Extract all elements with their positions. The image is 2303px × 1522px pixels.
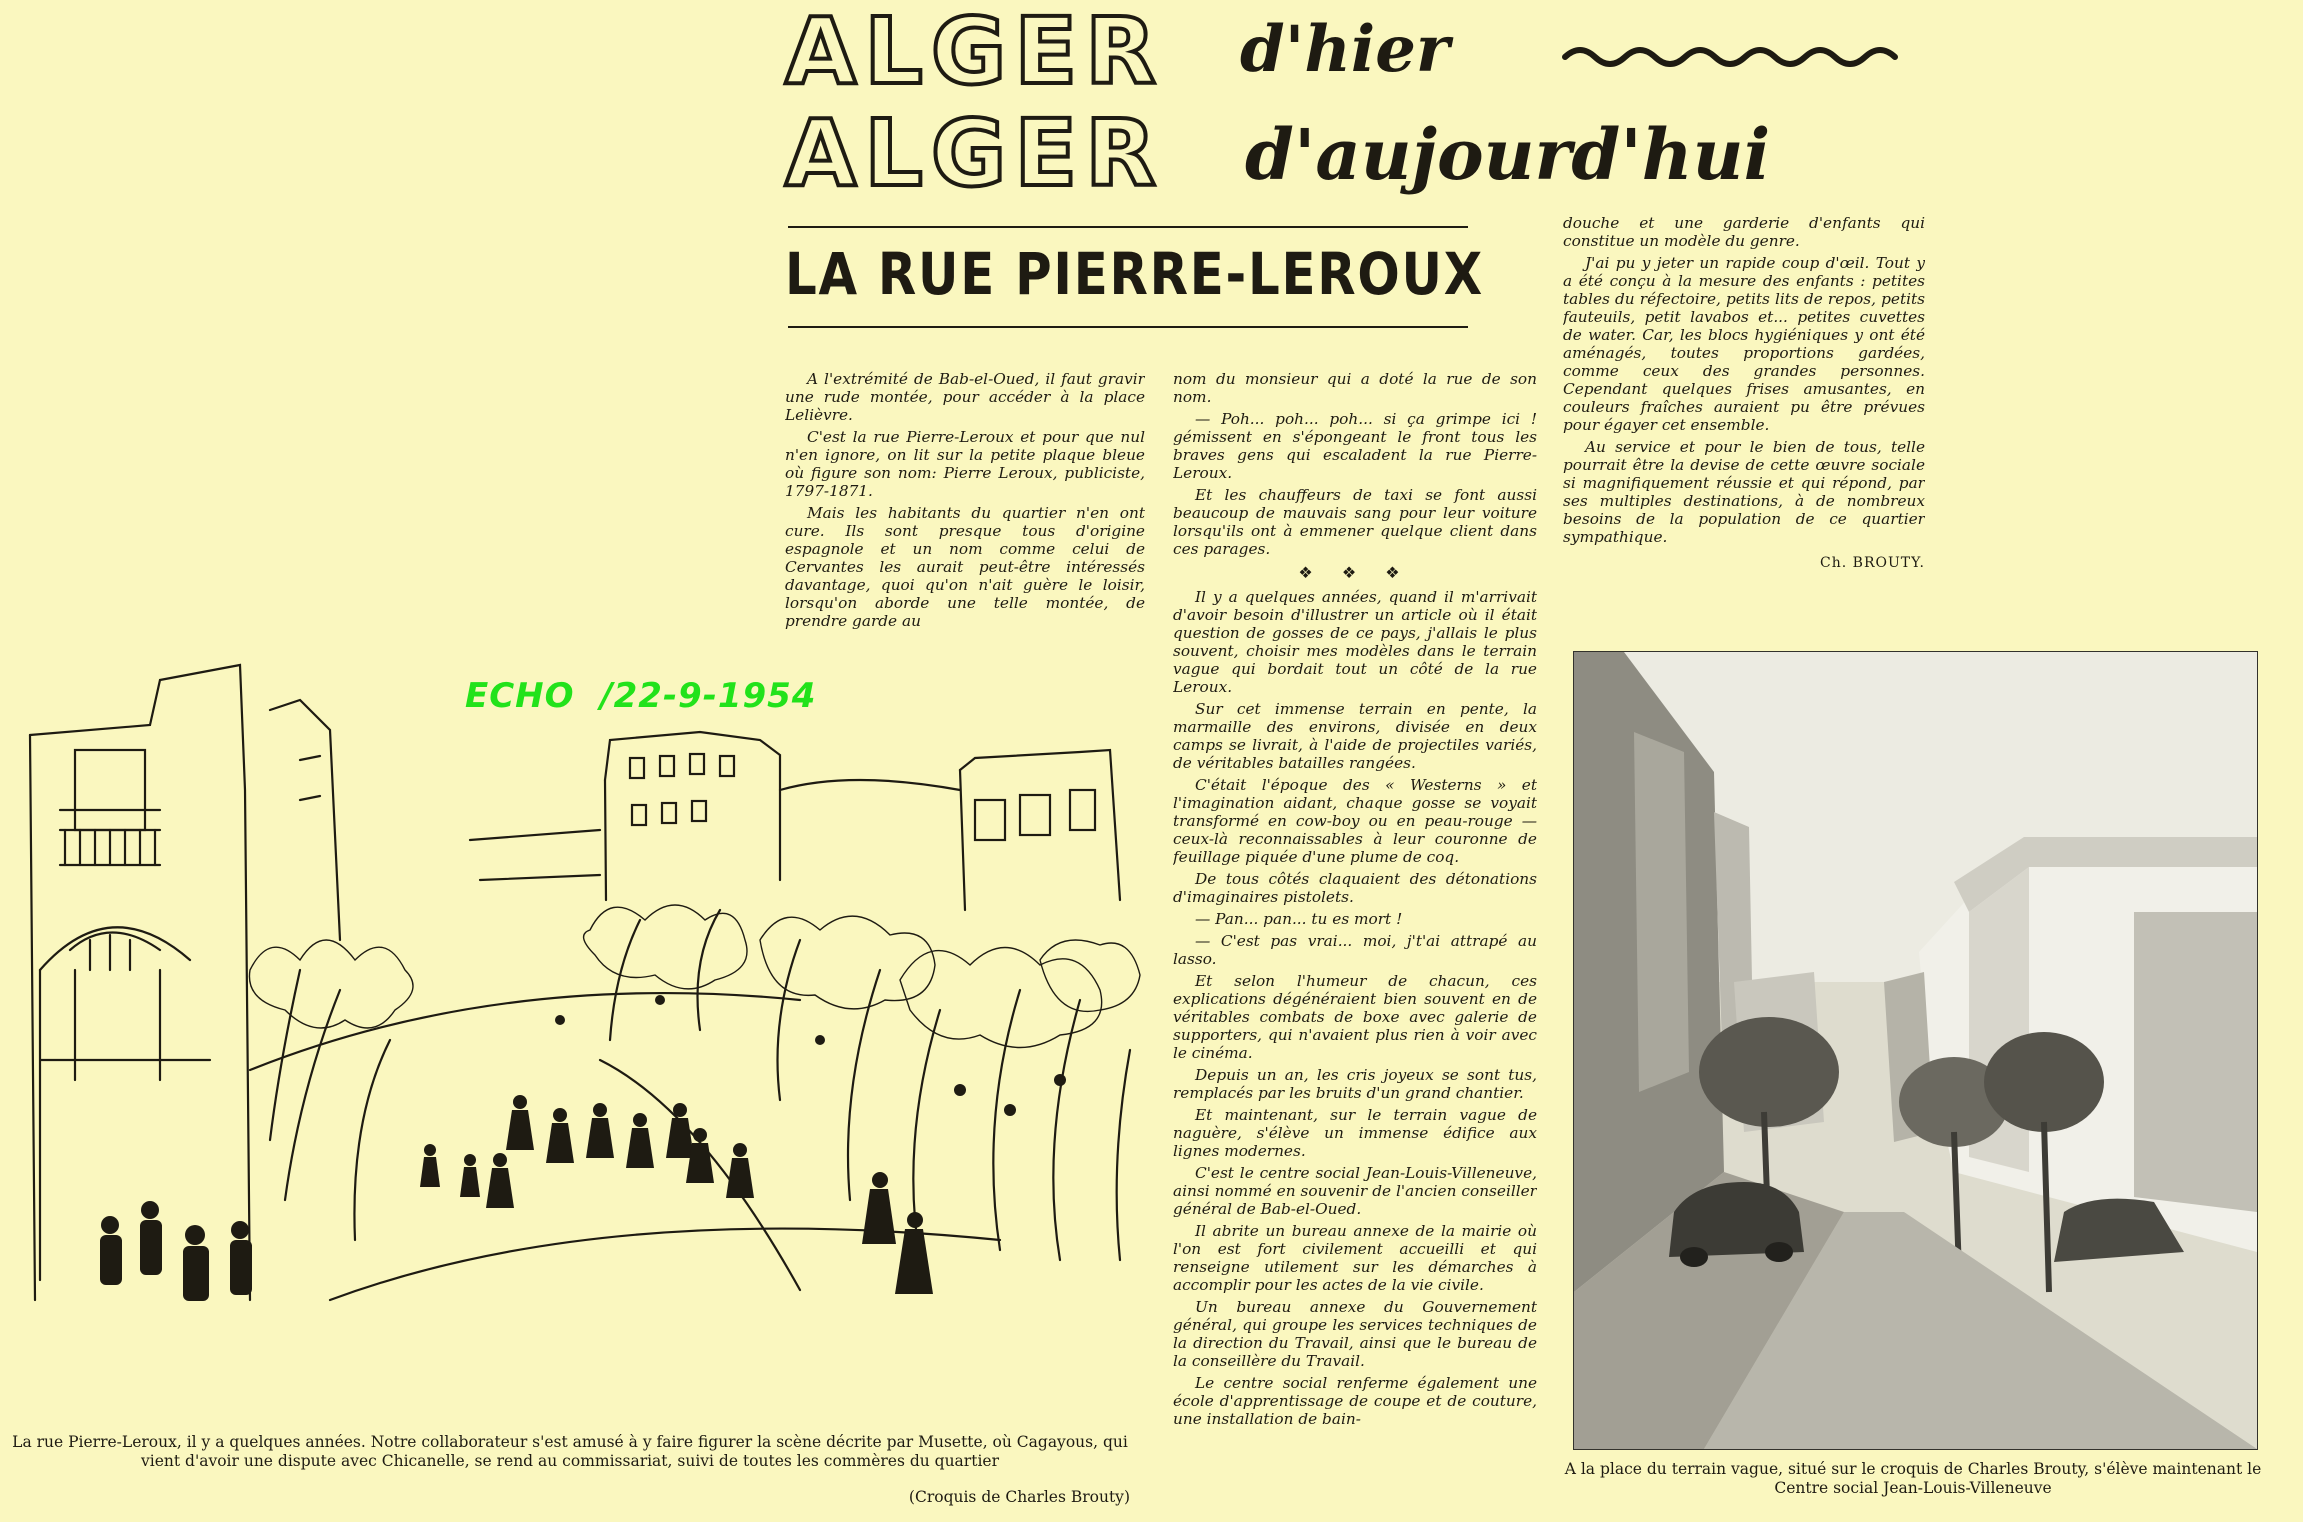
- col2-paragraph: Il abrite un bureau annexe de la mairie où l'on est fort civilement accueilli et qui renseigne utilement sur les démarches à accomplir pour les actes de la vie civile.: [1173, 1222, 1537, 1294]
- rule-above-subtitle: [788, 226, 1468, 228]
- article-column-3: [1563, 214, 1925, 634]
- col2-paragraph: Et selon l'humeur de chacun, ces explications dégénéraient bien souvent en de véritables combats de boxe avec galerie de supporters, qui n'avaient plus rien à voir avec le cinéma.: [1173, 972, 1537, 1062]
- headline-daujourdhui: d'aujourd'hui: [1245, 113, 1771, 196]
- col2-paragraph: — Poh... poh... poh... si ça grimpe ici ! gémissent en s'épongeant le front tous les braves gens qui escaladent la rue Pierre-Leroux.: [1173, 410, 1537, 482]
- col2-paragraph: Et maintenant, sur le terrain vague de naguère, s'élève un immense édifice aux lignes modernes.: [1173, 1106, 1537, 1160]
- centre-social-photograph: [1573, 651, 2258, 1450]
- col2-paragraph: — C'est pas vrai... moi, j't'ai attrapé au lasso.: [1173, 932, 1537, 968]
- col3-paragraph: Au service et pour le bien de tous, telle pourrait être la devise de cette œuvre sociale si magnifiquement réussie et qui répond, par ses multiples destinations, à de nombreux besoins de la population de ce quartier sympathique.: [1563, 438, 1925, 546]
- article-column-1: [785, 370, 1145, 635]
- article-subtitle: LA RUE PIERRE-LEROUX: [785, 240, 1484, 308]
- photo-caption: A la place du terrain vague, situé sur le croquis de Charles Brouty, s'élève maintenant le Centre social Jean-Louis-Villeneuve: [1564, 1460, 2262, 1497]
- headline-alger-2: ALGER: [785, 100, 1165, 207]
- article-column-2: [1173, 370, 1537, 1510]
- col3-paragraph: J'ai pu y jeter un rapide coup d'œil. Tout y a été conçu à la mesure des enfants : petites tables du réfectoire, petits lits de repos, petits fauteuils, petit lavabos et... petites cuvettes de water. Car, les blocs hygiéniques y ont été aménagés, toutes proportions gardées, comme ceux des grandes personnes. Cependant quelques frises amusantes, en couleurs fraîches auraient pu être prévues pour égayer cet ensemble.: [1563, 254, 1925, 434]
- col2-paragraph: Un bureau annexe du Gouvernement général, qui groupe les services techniques de la direction du Travail, ainsi que le bureau de la conseillère du Travail.: [1173, 1298, 1537, 1370]
- sketch-credit: (Croquis de Charles Brouty): [908, 1488, 1130, 1506]
- sketch-caption: La rue Pierre-Leroux, il y a quelques années. Notre collaborateur s'est amusé à y faire figurer la scène décrite par Musette, où Cagayous, qui vient d'avoir une dispute avec Chicanelle, se rend au commissariat, suivi de toutes les commères du quartier: [12, 1433, 1128, 1470]
- col2-paragraph: — Pan... pan... tu es mort !: [1195, 910, 1403, 928]
- col2-paragraph: Il y a quelques années, quand il m'arrivait d'avoir besoin d'illustrer un article où il était question de gosses de ce pays, j'allais le plus souvent, choisir mes modèles dans le terrain vague qui bordait tout un côté de la rue Leroux.: [1173, 588, 1537, 696]
- section-separator-icon: ❖ ❖ ❖: [1298, 563, 1412, 582]
- street-sketch-illustration: [0, 640, 1160, 1395]
- echo-date-stamp: ECHO /22-9-1954: [465, 676, 817, 716]
- col1-paragraph: A l'extrémité de Bab-el-Oued, il faut gravir une rude montée, pour accéder à la place Lelièvre.: [785, 370, 1145, 424]
- col2-paragraph: C'était l'époque des « Westerns » et l'imagination aidant, chaque gosse se voyait transformé en cow-boy ou en peau-rouge — ceux-là reconnaissables à leur couronne de feuillage piquée d'une plume de coq.: [1173, 776, 1537, 866]
- col1-paragraph: C'est la rue Pierre-Leroux et pour que nul n'en ignore, on lit sur la petite plaque bleue où figure son nom: Pierre Leroux, publiciste, 1797-1871.: [785, 428, 1145, 500]
- byline: Ch. BROUTY.: [1820, 555, 1925, 571]
- col2-paragraph: Et les chauffeurs de taxi se font aussi beaucoup de mauvais sang pour leur voiture lorsqu'ils ont à emmener quelque client dans ces parages.: [1173, 486, 1537, 558]
- col2-paragraph: Sur cet immense terrain en pente, la marmaille des environs, divisée en deux camps se livrait, à l'aide de projectiles variés, de véritables batailles rangées.: [1173, 700, 1537, 772]
- col2-paragraph: Depuis un an, les cris joyeux se sont tus, remplacés par les bruits d'un grand chantier.: [1173, 1066, 1537, 1102]
- headline-alger-1: ALGER: [785, 0, 1165, 105]
- col2-paragraph: De tous côtés claquaient des détonations d'imaginaires pistolets.: [1173, 870, 1537, 906]
- headline-dhier: d'hier: [1240, 12, 1450, 87]
- wavy-rule-decoration: [1560, 42, 1910, 72]
- col3-paragraph: douche et une garderie d'enfants qui constitue un modèle du genre.: [1563, 214, 1925, 250]
- col2-paragraph: nom du monsieur qui a doté la rue de son nom.: [1173, 370, 1537, 406]
- rule-below-subtitle: [788, 326, 1468, 328]
- col2-paragraph: C'est le centre social Jean-Louis-Villeneuve, ainsi nommé en souvenir de l'ancien conseiller général de Bab-el-Oued.: [1173, 1164, 1537, 1218]
- col2-paragraph: Le centre social renferme également une école d'apprentissage de coupe et de couture, une installation de bain-: [1173, 1374, 1537, 1428]
- col1-paragraph: Mais les habitants du quartier n'en ont cure. Ils sont presque tous d'origine espagnole et un nom comme celui de Cervantes les aurait peut-être intéressés davantage, quoi qu'on n'ait guère le loisir, lorsqu'on aborde une telle montée, de prendre garde au: [785, 504, 1145, 630]
